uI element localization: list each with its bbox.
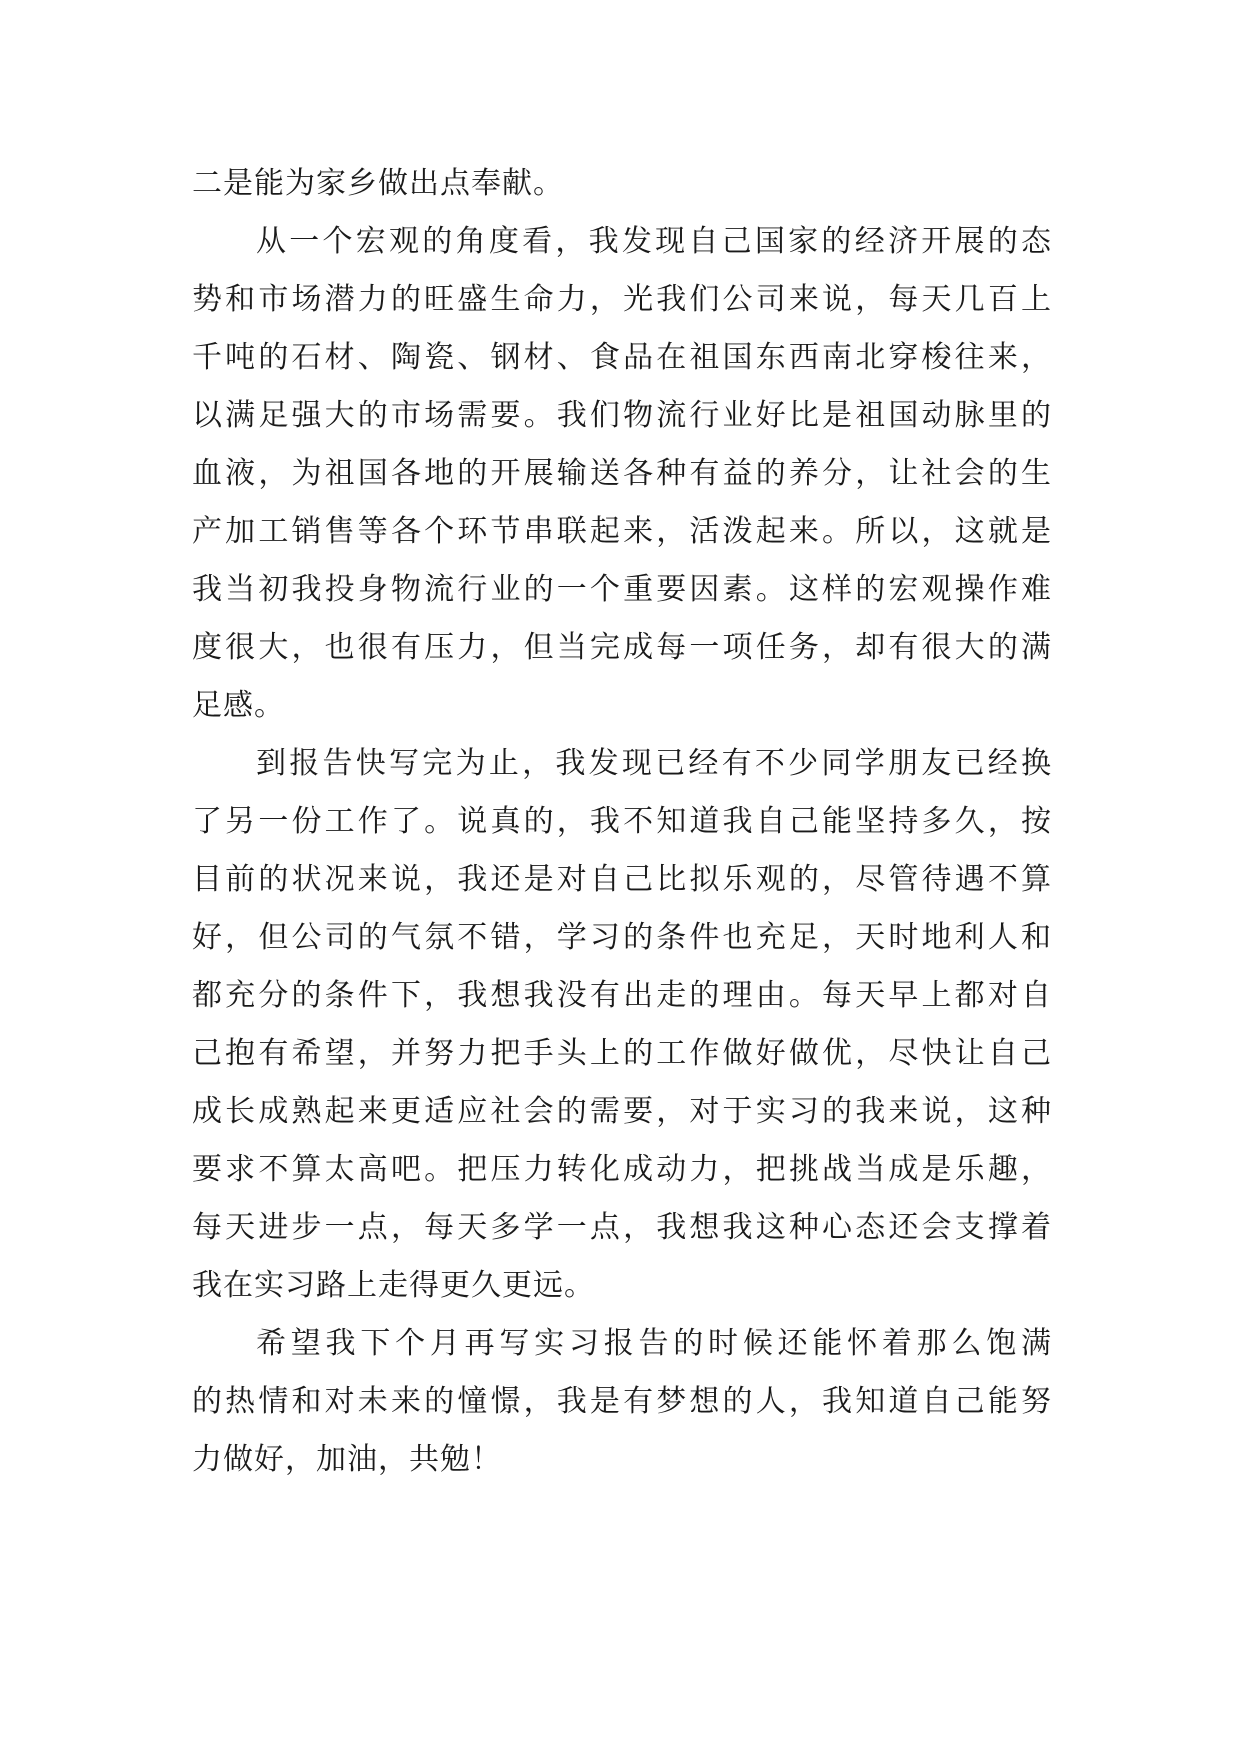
text-line: 了另一份工作了。说真的，我不知道我自己能坚持多久，按 [192,804,1052,839]
text-line: 的热情和对未来的憧憬，我是有梦想的人，我知道自己能努 [192,1384,1052,1419]
text-line: 每天进步一点，每天多学一点，我想我这种心态还会支撑着 [192,1210,1052,1245]
text-line: 度很大，也很有压力，但当完成每一项任务，却有很大的满 [192,630,1052,665]
text-line: 要求不算太高吧。把压力转化成动力，把挑战当成是乐趣， [192,1152,1052,1187]
text-line: 我当初我投身物流行业的一个重要因素。这样的宏观操作难 [192,572,1052,607]
paragraph-first-line: 从一个宏观的角度看，我发现自己国家的经济开展的态 [256,224,1052,259]
text-line: 都充分的条件下，我想我没有出走的理由。每天早上都对自 [192,978,1052,1013]
text-line: 足感。 [192,688,285,723]
body-text [192,155,1052,1489]
text-line: 以满足强大的市场需要。我们物流行业好比是祖国动脉里的 [192,398,1052,433]
text-line: 千吨的石材、陶瓷、钢材、食品在祖国东西南北穿梭往来， [192,340,1052,375]
text-line: 力做好，加油，共勉！ [192,1442,502,1477]
text-line: 目前的状况来说，我还是对自己比拟乐观的，尽管待遇不算 [192,862,1052,897]
text-line: 血液，为祖国各地的开展输送各种有益的养分，让社会的生 [192,456,1052,491]
text-line: 成长成熟起来更适应社会的需要，对于实习的我来说，这种 [192,1094,1052,1129]
text-line: 好，但公司的气氛不错，学习的条件也充足，天时地利人和 [192,920,1052,955]
paragraph-first-line: 到报告快写完为止，我发现已经有不少同学朋友已经换 [256,746,1052,781]
text-line: 二是能为家乡做出点奉献。 [192,166,564,201]
text-line: 己抱有希望，并努力把手头上的工作做好做优，尽快让自己 [192,1036,1052,1071]
text-line: 势和市场潜力的旺盛生命力，光我们公司来说，每天几百上 [192,282,1052,317]
text-line: 我在实习路上走得更久更远。 [192,1268,595,1303]
text-line: 产加工销售等各个环节串联起来，活泼起来。所以，这就是 [192,514,1052,549]
paragraph-first-line: 希望我下个月再写实习报告的时候还能怀着那么饱满 [256,1326,1052,1361]
